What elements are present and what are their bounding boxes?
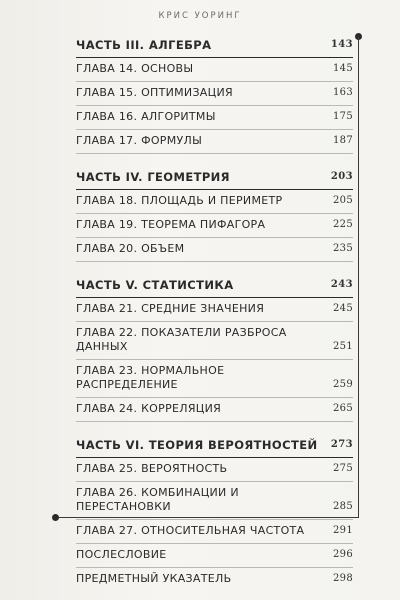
page-number: 275 [333, 463, 353, 474]
chapter-title: ГЛАВА 17. ФОРМУЛЫ [76, 134, 203, 147]
chapter-title: ГЛАВА 25. ВЕРОЯТНОСТЬ [76, 462, 228, 475]
chapter-title: ГЛАВА 15. ОПТИМИЗАЦИЯ [76, 86, 233, 99]
page-number: 285 [333, 501, 353, 512]
chapter-title: ПРЕДМЕТНЫЙ УКАЗАТЕЛЬ [76, 572, 232, 585]
page-number: 145 [333, 63, 353, 74]
page-number: 251 [333, 341, 353, 352]
section-gap [76, 262, 353, 278]
page-number: 298 [333, 573, 353, 584]
page-number: 273 [330, 439, 353, 450]
page-number: 259 [333, 379, 353, 390]
toc-chapter-row [76, 214, 353, 238]
chapter-title: ГЛАВА 21. СРЕДНИЕ ЗНАЧЕНИЯ [76, 302, 265, 315]
toc-part-row [76, 170, 353, 190]
part-title: ЧАСТЬ VI. ТЕОРИЯ ВЕРОЯТНОСТЕЙ [76, 438, 318, 452]
table-of-contents [76, 38, 353, 591]
toc-chapter-row [76, 544, 353, 568]
chapter-title: ПОСЛЕСЛОВИЕ [76, 548, 167, 561]
page-number: 225 [333, 219, 353, 230]
toc-chapter-row [76, 482, 353, 520]
page-number: 205 [333, 195, 353, 206]
chapter-title: ГЛАВА 14. ОСНОВЫ [76, 62, 194, 75]
toc-part-row [76, 278, 353, 298]
part-title: ЧАСТЬ V. СТАТИСТИКА [76, 278, 234, 292]
section-gap [76, 154, 353, 170]
page-number: 243 [330, 279, 353, 290]
part-title: ЧАСТЬ IV. ГЕОМЕТРИЯ [76, 170, 230, 184]
chapter-title: ГЛАВА 24. КОРРЕЛЯЦИЯ [76, 402, 222, 415]
chapter-title: ГЛАВА 20. ОБЪЕМ [76, 242, 185, 255]
toc-part-row [76, 38, 353, 58]
toc-chapter-row [76, 190, 353, 214]
chapter-title: ГЛАВА 16. АЛГОРИТМЫ [76, 110, 216, 123]
page-number: 143 [330, 39, 353, 50]
page-number: 203 [330, 171, 353, 182]
page-number: 163 [333, 87, 353, 98]
toc-chapter-row [76, 568, 353, 591]
chapter-title: ГЛАВА 27. ОТНОСИТЕЛЬНАЯ ЧАСТОТА [76, 524, 305, 537]
page-number: 235 [333, 243, 353, 254]
part-title: ЧАСТЬ III. АЛГЕБРА [76, 38, 212, 52]
vertical-rule [358, 36, 359, 518]
toc-chapter-row [76, 130, 353, 154]
page-number: 296 [333, 549, 353, 560]
toc-chapter-row [76, 520, 353, 544]
page-number: 265 [333, 403, 353, 414]
toc-chapter-row [76, 322, 353, 360]
running-head: КРИС УОРИНГ [158, 11, 242, 21]
decorative-dot-left [52, 514, 59, 521]
toc-chapter-row [76, 398, 353, 422]
toc-chapter-row [76, 238, 353, 262]
toc-chapter-row [76, 360, 353, 398]
chapter-title: ГЛАВА 23. НОРМАЛЬНОЕ РАСПРЕДЕЛЕНИЕ [76, 364, 225, 391]
page-number: 291 [333, 525, 353, 536]
toc-chapter-row [76, 458, 353, 482]
page-number: 245 [333, 303, 353, 314]
chapter-title: ГЛАВА 26. КОМБИНАЦИИ И ПЕРЕСТАНОВКИ [76, 486, 239, 513]
page-number: 175 [333, 111, 353, 122]
chapter-title: ГЛАВА 18. ПЛОЩАДЬ И ПЕРИМЕТР [76, 194, 283, 207]
chapter-title: ГЛАВА 22. ПОКАЗАТЕЛИ РАЗБРОСА ДАННЫХ [76, 326, 287, 353]
toc-chapter-row [76, 82, 353, 106]
toc-part-row [76, 438, 353, 458]
toc-chapter-row [76, 106, 353, 130]
chapter-title: ГЛАВА 19. ТЕОРЕМА ПИФАГОРА [76, 218, 266, 231]
toc-chapter-row [76, 298, 353, 322]
toc-chapter-row [76, 58, 353, 82]
page-number: 187 [333, 135, 353, 146]
section-gap [76, 422, 353, 438]
